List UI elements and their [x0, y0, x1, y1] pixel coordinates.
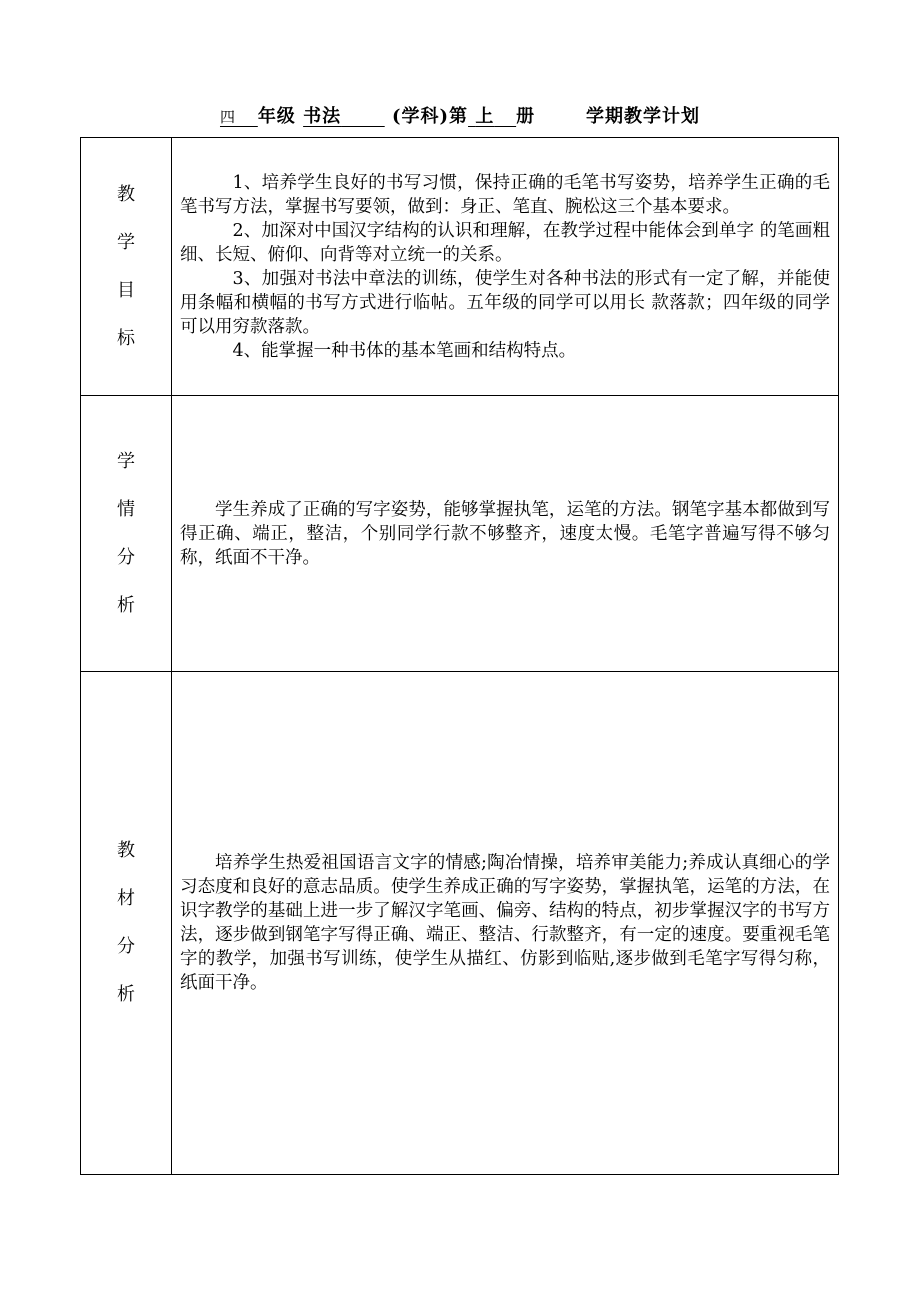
page-title [0, 102, 920, 128]
goal-item: 3、加强对书法中章法的训练，使学生对各种书法的形式有一定了解，并能使用条幅和横幅的书写方式进行临帖。五年级的同学可以用长 款落款；四年级的同学可以用穷款落款。 [180, 268, 830, 337]
analysis-paragraph: 学生养成了正确的写字姿势，能够掌握执笔，运笔的方法。钢笔字基本都做到写得正确、端正，整洁，个别同学行款不够整齐，速度太慢。毛笔字普遍写得不够匀称，纸面不干净。 [180, 499, 830, 568]
volume-suffix: 册 [516, 106, 536, 127]
subject-suffix: (学科)第 [391, 106, 469, 127]
goal-item: 4、能掌握一种书体的基本笔画和结构特点。 [232, 340, 577, 361]
section-content-material-analysis [172, 672, 839, 1175]
grade-value: 四 [219, 108, 236, 126]
subject-value: 书法 [303, 106, 342, 127]
goal-item: 1、培养学生良好的书写习惯，保持正确的毛笔书写姿势，培养学生正确的毛笔书写方法，掌握书写要领，做到：身正、笔直、腕松这三个基本要求。 [180, 172, 830, 217]
material-paragraph: 培养学生热爱祖国语言文字的情感;陶冶情操，培养审美能力;养成认真细心的学习态度和良好的意志品质。使学生养成正确的写字姿势，掌握执笔，运笔的方法，在识字教学的基础上进一步了解汉字笔画、偏旁、结构的特点，初步掌握汉字的书写方法，逐步做到钢笔字写得正确、端正、整洁、行款整齐，有一定的速度。要重视毛笔字的教学，加强书写训练，使学生从描红、仿影到临贴,逐步做到毛笔字写得匀称，纸面干净。 [180, 853, 830, 993]
volume-value: 上 [475, 106, 495, 127]
goal-item: 2、加深对中国汉字结构的认识和理解，在教学过程中能体会到单字 的笔画粗细、长短、俯仰、向背等对立统一的关系。 [180, 220, 830, 265]
grade-suffix: 年级 [257, 106, 296, 127]
section-content-student-analysis [172, 396, 839, 672]
section-content-teaching-goals [172, 138, 839, 396]
table-row [81, 396, 839, 672]
table-row [81, 672, 839, 1175]
table-row [81, 138, 839, 396]
teaching-plan-table [80, 137, 839, 1175]
plan-title: 学期教学计划 [586, 106, 700, 127]
section-label-material-analysis: 教 材 分 析 [81, 672, 172, 1175]
section-label-teaching-goals: 教 学 目 标 [81, 138, 172, 396]
section-label-student-analysis: 学 情 分 析 [81, 396, 172, 672]
